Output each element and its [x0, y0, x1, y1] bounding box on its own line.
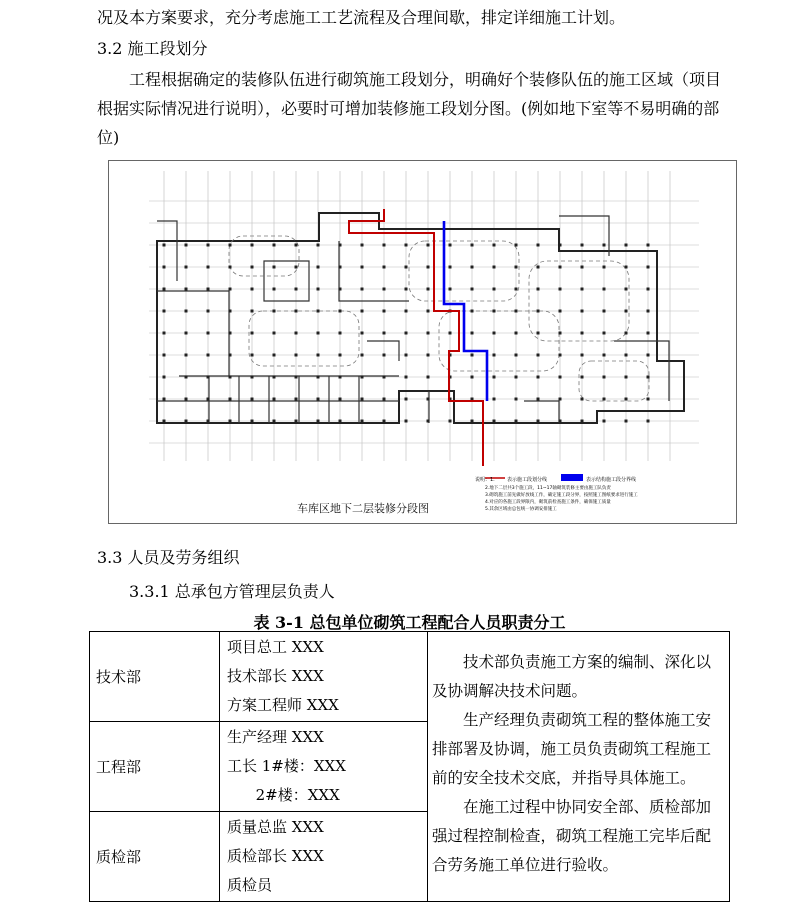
section-heading-3-2: 3.2 施工段划分: [97, 39, 208, 58]
staff-line: 生产经理 XXX: [227, 728, 324, 746]
staff-line: 质检员: [227, 876, 273, 894]
table-caption: 表 3-1 总包单位砌筑工程配合人员职责分工: [253, 613, 566, 632]
section-heading-3-3: 3.3 人员及劳务组织: [97, 548, 240, 567]
legend-note: 说明：1.: [475, 477, 495, 483]
staff-line: 质量总监 XXX: [227, 818, 324, 836]
figure-note: 4.对应的各施工段界限内，砌筑前检查施工条件，确保施工质量: [485, 500, 611, 505]
table-row: [90, 632, 730, 722]
figure-note: 5.其余区域由总包统一协调安排施工: [485, 507, 557, 512]
staff-cell: [220, 722, 428, 812]
dept-cell: 工程部: [90, 722, 220, 812]
staff-line: 工长 1#楼：XXX: [227, 757, 346, 775]
staff-line: 项目总工 XXX: [227, 638, 324, 656]
subsection-heading-3-3-1: 3.3.1 总承包方管理层负责人: [129, 582, 335, 601]
legend-blue-label: 表示结构施工段分界线: [586, 477, 637, 483]
figure-legend: [475, 474, 638, 512]
staff-line: 方案工程师 XXX: [227, 696, 339, 714]
legend-red-label: 表示施工段划分线: [507, 477, 548, 483]
floor-plan-figure: [108, 160, 737, 524]
paragraph-line: 位): [97, 128, 120, 147]
desc-paragraph: 生产经理负责砌筑工程的整体施工安排部署及协调，施工员负责砌筑工程施工前的安全技术交底，并指导具体施工。: [432, 711, 712, 787]
responsibility-desc-cell: [428, 632, 730, 902]
staff-line: 质检部长 XXX: [227, 847, 324, 865]
desc-paragraph: 在施工过程中协同安全部、质检部加强过程控制检查，砌筑工程施工完毕后配合劳务施工单位进行验收。: [432, 798, 712, 874]
floor-plan-drawing: [109, 161, 736, 523]
body-text-line: 况及本方案要求，充分考虑施工工艺流程及合理间歇，排定详细施工计划。: [97, 8, 626, 27]
figure-title: 车库区地下二层装修分段图: [297, 502, 429, 515]
figure-note: 2.地下二层共3个施工段，11~17轴砌筑装修主要由施工队负责: [485, 486, 611, 491]
dept-cell: 质检部: [90, 812, 220, 902]
staff-cell: [220, 812, 428, 902]
desc-paragraph: 技术部负责施工方案的编制、深化以及协调解决技术问题。: [432, 653, 712, 700]
responsibility-table: [89, 631, 730, 902]
figure-note: 3.砌筑施工前先做好放线工作，确定施工段分界，按照施工图纸要求进行施工: [485, 493, 638, 498]
paragraph-line: 根据实际情况进行说明），必要时可增加装修施工段划分图。(例如地下室等不易明确的部: [97, 99, 720, 118]
paragraph-line: 工程根据确定的装修队伍进行砌筑施工段划分，明确好个装修队伍的施工区域（项目: [129, 70, 722, 89]
staff-line: 技术部长 XXX: [227, 667, 324, 685]
staff-cell: [220, 632, 428, 722]
staff-line: 2#楼：XXX: [227, 786, 340, 804]
dept-cell: 技术部: [90, 632, 220, 722]
grid-lines: [149, 171, 699, 461]
